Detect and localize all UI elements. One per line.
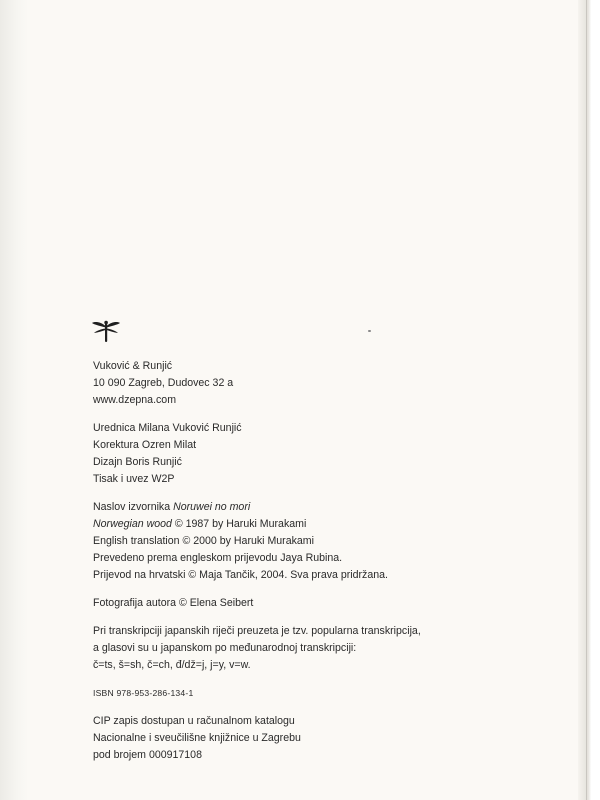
- original-title-block: [93, 499, 533, 584]
- transcription-line-3: č=ts, š=sh, č=ch, đ/dž=j, j=y, v=w.: [93, 659, 251, 671]
- transcription-line-1: Pri transkripciji japanskih riječi preuzeta je tzv. popularna transkripcija,: [93, 625, 421, 637]
- isbn: ISBN 978-953-286-134-1: [93, 688, 194, 698]
- original-copyright: © 1987 by Haruki Murakami: [171, 518, 307, 530]
- cip-line-3: pod brojem 000917108: [93, 749, 202, 761]
- publisher-name: Vuković & Runjić: [93, 360, 173, 372]
- croatian-translation: Prijevod na hrvatski © Maja Tančik, 2004. Sva prava pridržana.: [93, 569, 388, 581]
- english-title-line: [93, 516, 533, 533]
- cip-line-2: Nacionalne i sveučilišne knjižnice u Zagrebu: [93, 732, 301, 744]
- page-left-edge: [0, 0, 28, 800]
- cip-line-1: CIP zapis dostupan u računalnom katalogu: [93, 715, 295, 727]
- original-title-prefix: Naslov izvornika: [93, 501, 174, 513]
- staff-block: [93, 420, 533, 488]
- imprint-content: [93, 318, 533, 775]
- translated-from: Prevedeno prema engleskom prijevodu Jaya Rubina.: [93, 552, 343, 564]
- dragonfly-icon: [91, 318, 121, 344]
- staff-proofreading: Korektura Ozren Milat: [93, 439, 197, 451]
- publisher-website: www.dzepna.com: [93, 394, 177, 406]
- staff-printing: Tisak i uvez W2P: [93, 473, 175, 485]
- photo-credit: Fotografija autora © Elena Seibert: [93, 597, 254, 609]
- page-edge-line: [586, 0, 587, 800]
- original-title-line: [93, 499, 533, 516]
- staff-editor: Urednica Milana Vuković Runjić: [93, 422, 242, 434]
- staff-design: Dizajn Boris Runjić: [93, 456, 182, 468]
- isbn-block: [93, 685, 533, 702]
- original-title: Noruwei no mori: [173, 501, 251, 513]
- photo-credit-block: [93, 595, 533, 612]
- publisher-address: 10 090 Zagreb, Dudovec 32 a: [93, 377, 234, 389]
- cip-block: [93, 713, 533, 764]
- english-title: Norwegian wood: [93, 518, 172, 530]
- transcription-line-2: a glasovi su u japanskom po međunarodnoj transkripciji:: [93, 642, 357, 654]
- page-right-edge: [578, 0, 600, 800]
- english-translation: English translation © 2000 by Haruki Murakami: [93, 535, 314, 547]
- publisher-block: [93, 358, 533, 409]
- transcription-block: [93, 623, 533, 674]
